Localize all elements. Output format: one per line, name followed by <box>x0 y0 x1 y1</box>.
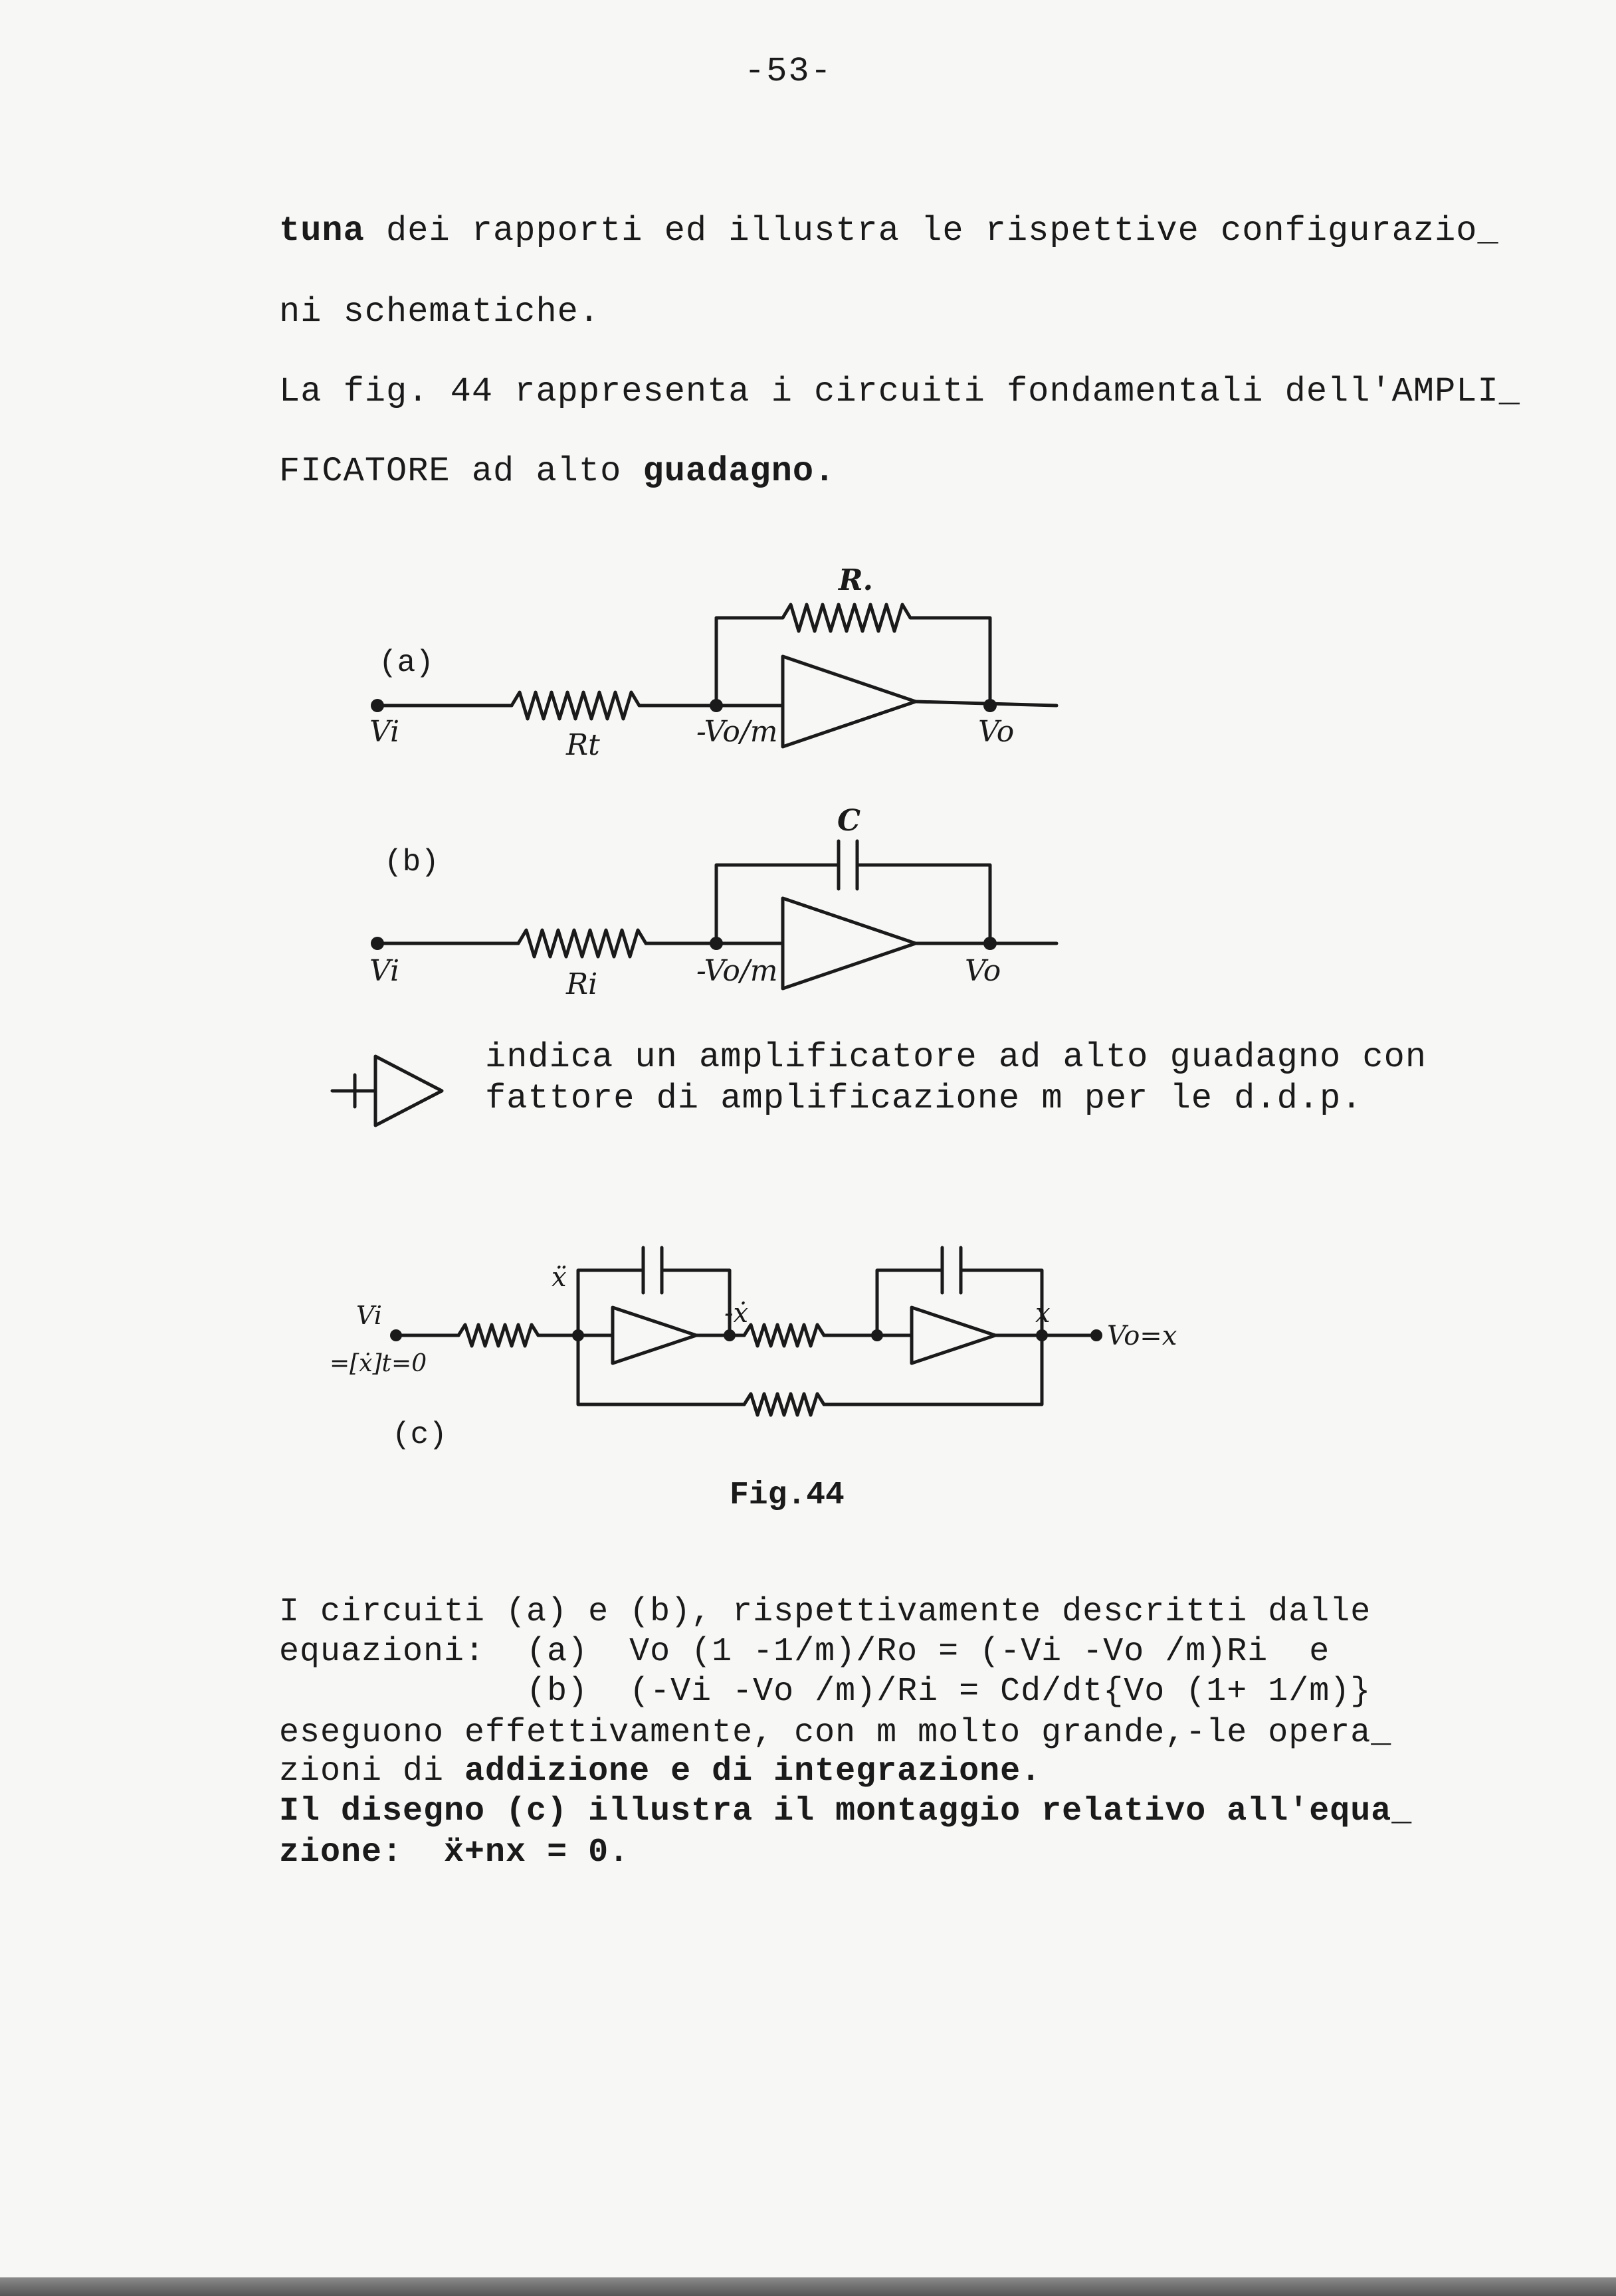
junction-dot <box>871 1329 883 1341</box>
circuit-c-label: (c) <box>392 1418 447 1452</box>
circuit-b-label: (b) <box>384 845 439 880</box>
feedback-wire <box>716 618 783 706</box>
bold-phrase: addizione e di integrazione. <box>464 1753 1042 1790</box>
circuit-a-resistor-label: Rt <box>566 728 600 762</box>
feedback-wire <box>910 618 990 706</box>
junction-dot <box>1036 1329 1048 1341</box>
terminal-dot <box>390 1329 402 1341</box>
amplifier-triangle <box>912 1307 995 1363</box>
circuit-b-output-label: Vo <box>965 954 1001 988</box>
amplifier-triangle <box>375 1056 442 1125</box>
junction-dot <box>724 1329 736 1341</box>
circuit-c-input-sub: =[ẋ]t=0 <box>330 1350 427 1377</box>
junction-dot <box>983 937 997 950</box>
feedback-wire <box>877 1270 942 1335</box>
circuit-a-node-label: -Vo/m <box>696 715 778 749</box>
middle-resistor <box>744 1325 824 1346</box>
line-text: FICATORE ad alto <box>279 452 643 491</box>
input-resistor <box>518 930 646 957</box>
junction-dot <box>710 937 723 950</box>
legend-line2: fattore di amplificazione m per le d.d.p. <box>485 1079 1363 1118</box>
feedback-wire <box>578 1270 643 1335</box>
loop-wire <box>824 1335 1042 1404</box>
circuit-a-output-label: Vo <box>978 715 1015 749</box>
paragraph2-line5 <box>279 1753 1041 1790</box>
amplifier-triangle <box>783 898 916 989</box>
loop-resistor <box>744 1394 824 1415</box>
bold-word: tuna <box>279 211 365 250</box>
scan-edge-shadow <box>0 2277 1616 2296</box>
circuit-c-node3-label: x <box>1035 1298 1051 1329</box>
paragraph1-line2: ni schematiche. <box>279 292 601 332</box>
input-resistor <box>458 1325 538 1346</box>
paragraph1-line3: La fig. 44 rappresenta i circuiti fondamentali dell'AMPLI_ <box>279 372 1520 411</box>
circuit-c-input-label: Vi <box>356 1301 382 1330</box>
line-text: zioni di <box>279 1753 465 1790</box>
circuit-b-capacitor-label: C <box>837 804 861 838</box>
paragraph2-line2: equazioni: (a) Vo (1 -1/m)/Ro = (-Vi -Vo /m)Ri e <box>279 1633 1330 1671</box>
amplifier-triangle <box>783 656 916 747</box>
circuit-a-feedback-label: R. <box>839 563 873 597</box>
circuit-b-node-label: -Vo/m <box>696 954 778 988</box>
feedback-wire <box>716 865 839 943</box>
circuit-a-label: (a) <box>379 646 434 680</box>
terminal-dot <box>1090 1329 1102 1341</box>
junction-dot <box>572 1329 584 1341</box>
paragraph2-line3: (b) (-Vi -Vo /m)/Ri = Cd/dt{Vo (1+ 1/m)} <box>279 1673 1371 1711</box>
terminal-dot <box>371 699 384 712</box>
amplifier-symbol-legend <box>332 1056 442 1125</box>
feedback-resistor <box>783 605 910 631</box>
paragraph2-line4: eseguono effettivamente, con m molto grande,-le opera_ <box>279 1714 1392 1752</box>
line-text: dei rapporti ed illustra le rispettive configurazio_ <box>364 211 1499 250</box>
junction-dot <box>710 699 723 712</box>
circuit-c <box>396 1248 1096 1415</box>
circuit-c-node1-label: ẍ <box>552 1262 567 1293</box>
circuit-c-output-label: Vo=x <box>1107 1321 1177 1351</box>
legend-line1: indica un amplificatore ad alto guadagno con <box>485 1038 1427 1077</box>
junction-dot <box>983 699 997 712</box>
paragraph2-line7: zione: ẍ+nx = 0. <box>279 1834 630 1871</box>
feedback-wire <box>961 1270 1042 1335</box>
page-number: -53- <box>744 52 833 91</box>
circuit-b-resistor-label: Ri <box>566 967 598 1001</box>
terminal-dot <box>371 937 384 950</box>
circuit-c-node2-label: -ẋ <box>724 1298 749 1329</box>
circuit-a-input-label: Vi <box>369 715 400 749</box>
figure-caption: Fig.44 <box>730 1478 845 1513</box>
input-resistor <box>512 692 639 719</box>
paragraph2-line1: I circuiti (a) e (b), rispettivamente descritti dalle <box>279 1593 1371 1631</box>
circuit-b-input-label: Vi <box>369 954 400 988</box>
bold-word: guadagno. <box>643 452 836 491</box>
amplifier-triangle <box>613 1307 696 1363</box>
paragraph2-line6: Il disegno (c) illustra il montaggio relativo all'equa_ <box>279 1792 1413 1830</box>
